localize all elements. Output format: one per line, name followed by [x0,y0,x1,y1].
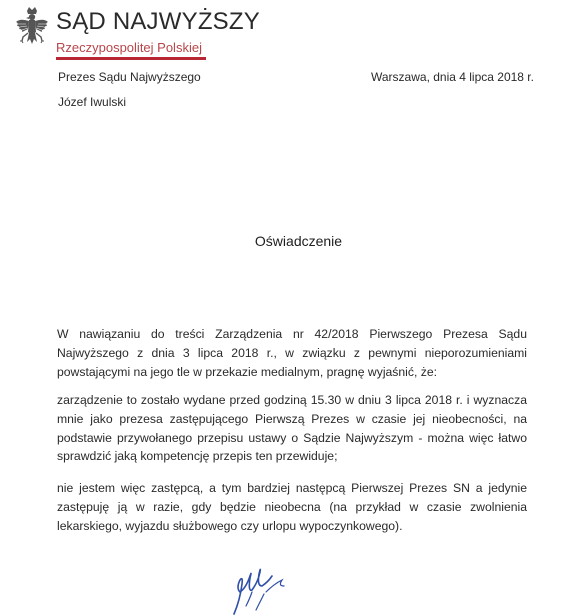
court-subtitle: Rzeczypospolitej Polskiej [56,40,202,55]
eagle-emblem-icon [14,6,50,52]
header-red-rule [56,57,206,60]
document-title: Oświadczenie [254,233,343,249]
paragraph-text: nie jestem więc zastępcą, a tym bardziej następcą Pierwszej Prezes SN a jedynie zastępuję ją w razie, gdy będzie nieobecna (na przykład w czasie zwolnienia lekarskiego, wyjazdu służbowego czy urlopu wypoczynkowego). [57,481,527,533]
paragraph-text: W nawiązaniu do treści Zarządzenia nr 42/2018 Pierwszego Prezesa Sądu Najwyższego z dnia 3 lipca 2018 r., w związku z pewnymi nieporozumieniami powstającymi na jego tle w przekazie medialnym, pragnę wyjaśnić, że: [57,327,527,379]
paragraph-2 [57,391,527,466]
court-name: SĄD NAJWYŻSZY [56,8,260,35]
sender-title: Prezes Sądu Najwyższego [58,70,201,84]
paragraph-1 [57,325,527,381]
paragraph-3 [57,479,527,535]
handwritten-signature [226,562,306,615]
paragraph-text: zarządzenie to zostało wydane przed godziną 15.30 w dniu 3 lipca 2018 r. i wyznacza mnie jako prezesa zastępującego Pierwszą Prezes w czasie jej nieobecności, na podstawie przywołanego przepisu ustawy o Sądzie Najwyższym - można więc łatwo sprawdzić jaką kompetencję przepis ten przewiduje; [57,393,527,464]
sender-name: Józef Iwulski [58,95,127,109]
place-date: Warszawa, dnia 4 lipca 2018 r. [371,70,534,84]
